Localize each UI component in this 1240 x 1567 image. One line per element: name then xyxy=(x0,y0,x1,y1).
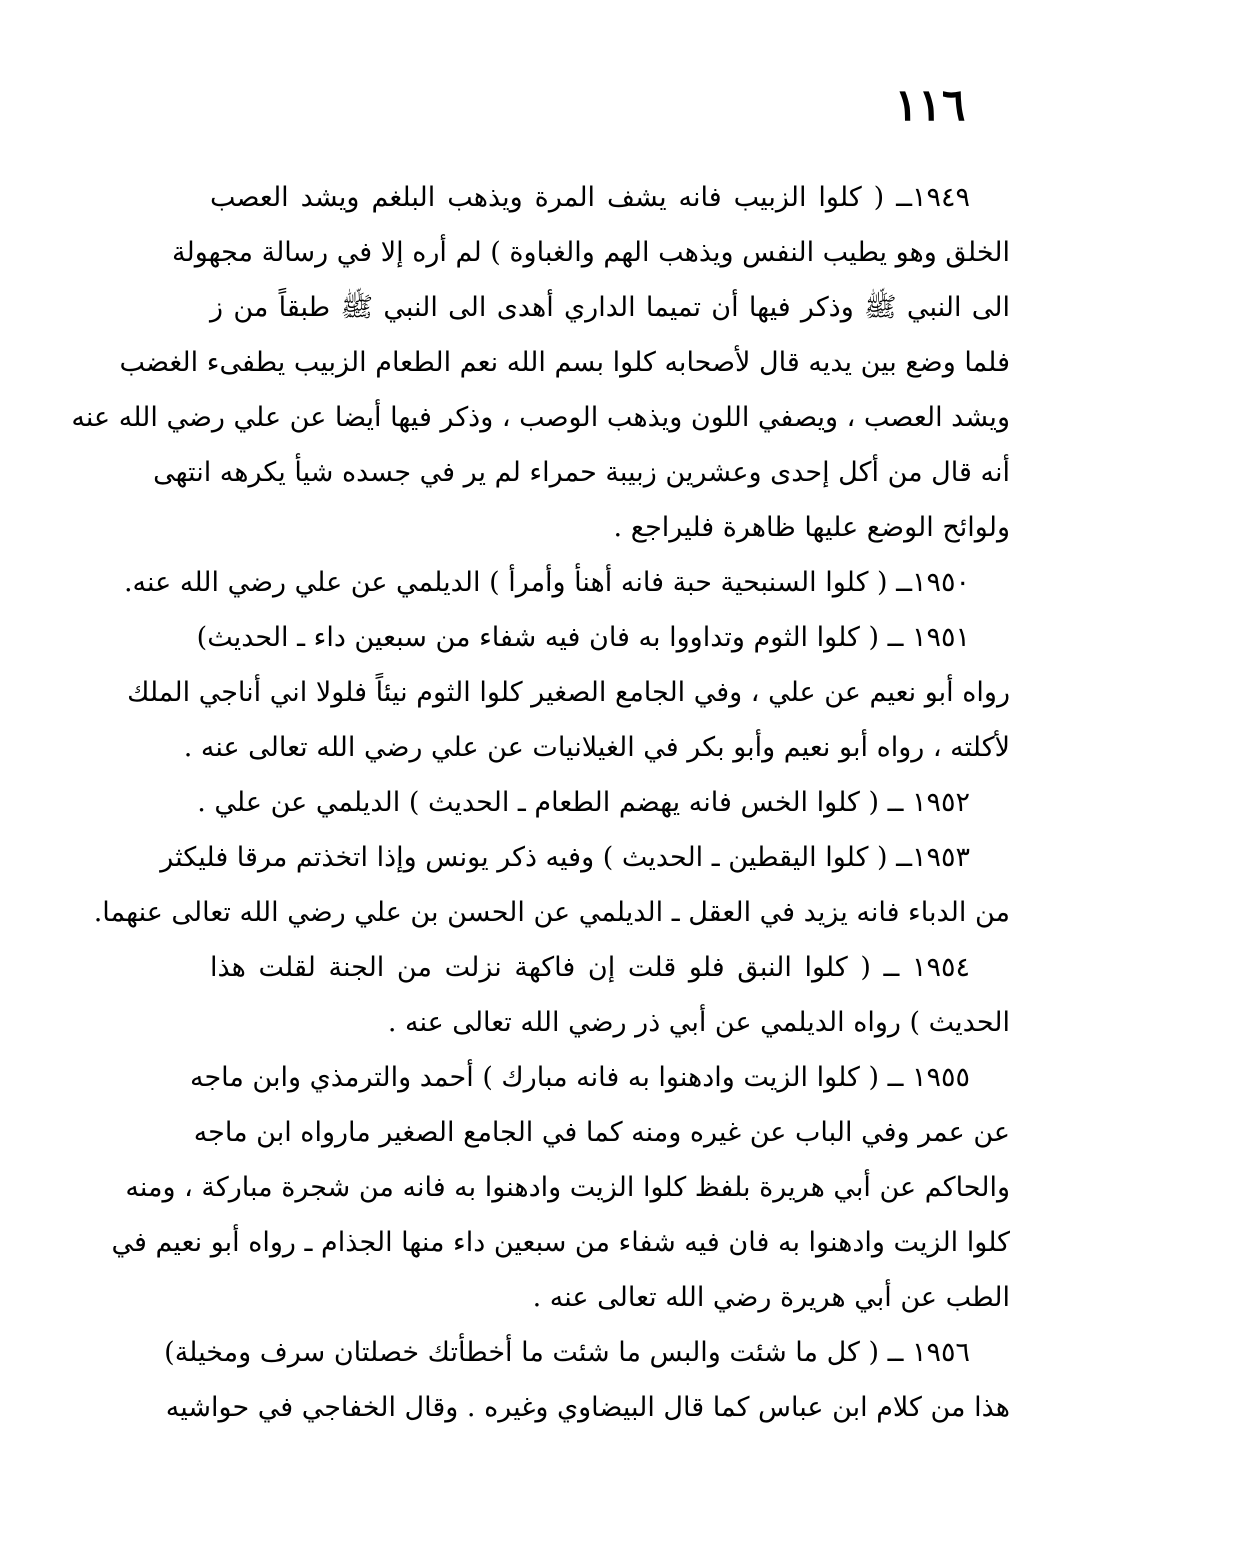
text-line: لأكلته ، رواه أبو نعيم وأبو بكر في الغيلانيات عن علي رضي الله تعالى عنه . xyxy=(183,732,1010,763)
text-line: كلوا الزيت وادهنوا به فان فيه شفاء من سبعين داء منها الجذام ـ رواه أبو نعيم في xyxy=(111,1227,1010,1258)
text-line: أنه قال من أكل إحدى وعشرين زبيبة حمراء لم ير في جسده شيأ يكرهه انتهى xyxy=(153,457,1010,488)
text-line: الطب عن أبي هريرة رضي الله تعالى عنه . xyxy=(532,1282,1010,1313)
text-line: هذا من كلام ابن عباس كما قال البيضاوي وغيره . وقال الخفاجي في حواشيه xyxy=(165,1392,1010,1423)
text-line: من الدباء فانه يزيد في العقل ـ الديلمي عن الحسن بن علي رضي الله تعالى عنهما. xyxy=(93,897,1010,928)
text-line: ١٩٤٩ــ ( كلوا الزبيب فانه يشف المرة ويذهب البلغم ويشد العصب xyxy=(210,182,970,213)
text-line: ١٩٥٥ ــ ( كلوا الزيت وادهنوا به فانه مبارك ) أحمد والترمذي وابن ماجه xyxy=(189,1062,970,1093)
text-line: ١٩٥١ ــ ( كلوا الثوم وتداووا به فان فيه شفاء من سبعين داء ـ الحديث) xyxy=(196,622,970,653)
text-line: رواه أبو نعيم عن علي ، وفي الجامع الصغير كلوا الثوم نيئاً فلولا اني أناجي الملك xyxy=(127,677,1010,708)
text-line: ١٩٥٤ ــ ( كلوا النبق فلو قلت إن فاكهة نزلت من الجنة لقلت هذا xyxy=(210,952,970,983)
text-line: الحديث ) رواه الديلمي عن أبي ذر رضي الله تعالى عنه . xyxy=(387,1007,1010,1038)
text-line: ١٩٥٢ ــ ( كلوا الخس فانه يهضم الطعام ـ الحديث ) الديلمي عن علي . xyxy=(197,787,970,818)
text-line: ١٩٥٣ــ ( كلوا اليقطين ـ الحديث ) وفيه ذكر يونس وإذا اتخذتم مرقا فليكثر xyxy=(160,842,970,873)
body-text xyxy=(71,170,1010,1435)
text-line: والحاكم عن أبي هريرة بلفظ كلوا الزيت وادهنوا به فانه من شجرة مباركة ، ومنه xyxy=(125,1172,1010,1203)
text-line: ١٩٥٠ــ ( كلوا السنبحية حبة فانه أهنأ وأمرأ ) الديلمي عن علي رضي الله عنه. xyxy=(123,567,970,598)
text-line: الخلق وهو يطيب النفس ويذهب الهم والغباوة ) لم أره إلا في رسالة مجهولة xyxy=(172,237,1010,268)
text-line: ويشد العصب ، ويصفي اللون ويذهب الوصب ، وذكر فيها أيضا عن علي رضي الله عنه xyxy=(71,402,1010,433)
text-line: ولوائح الوضع عليها ظاهرة فليراجع . xyxy=(613,512,1010,543)
text-line: فلما وضع بين يديه قال لأصحابه كلوا بسم الله نعم الطعام الزبيب يطفىء الغضب xyxy=(119,347,1010,378)
text-line: الى النبي ﷺ وذكر فيها أن تميما الداري أهدى الى النبي ﷺ طبقاً من ز xyxy=(210,292,1010,323)
text-line: عن عمر وفي الباب عن غيره ومنه كما في الجامع الصغير مارواه ابن ماجه xyxy=(193,1117,1010,1148)
page-number: ١١٦ xyxy=(894,80,966,131)
text-line: ١٩٥٦ ــ ( كل ما شئت والبس ما شئت ما أخطأتك خصلتان سرف ومخيلة) xyxy=(164,1337,970,1368)
